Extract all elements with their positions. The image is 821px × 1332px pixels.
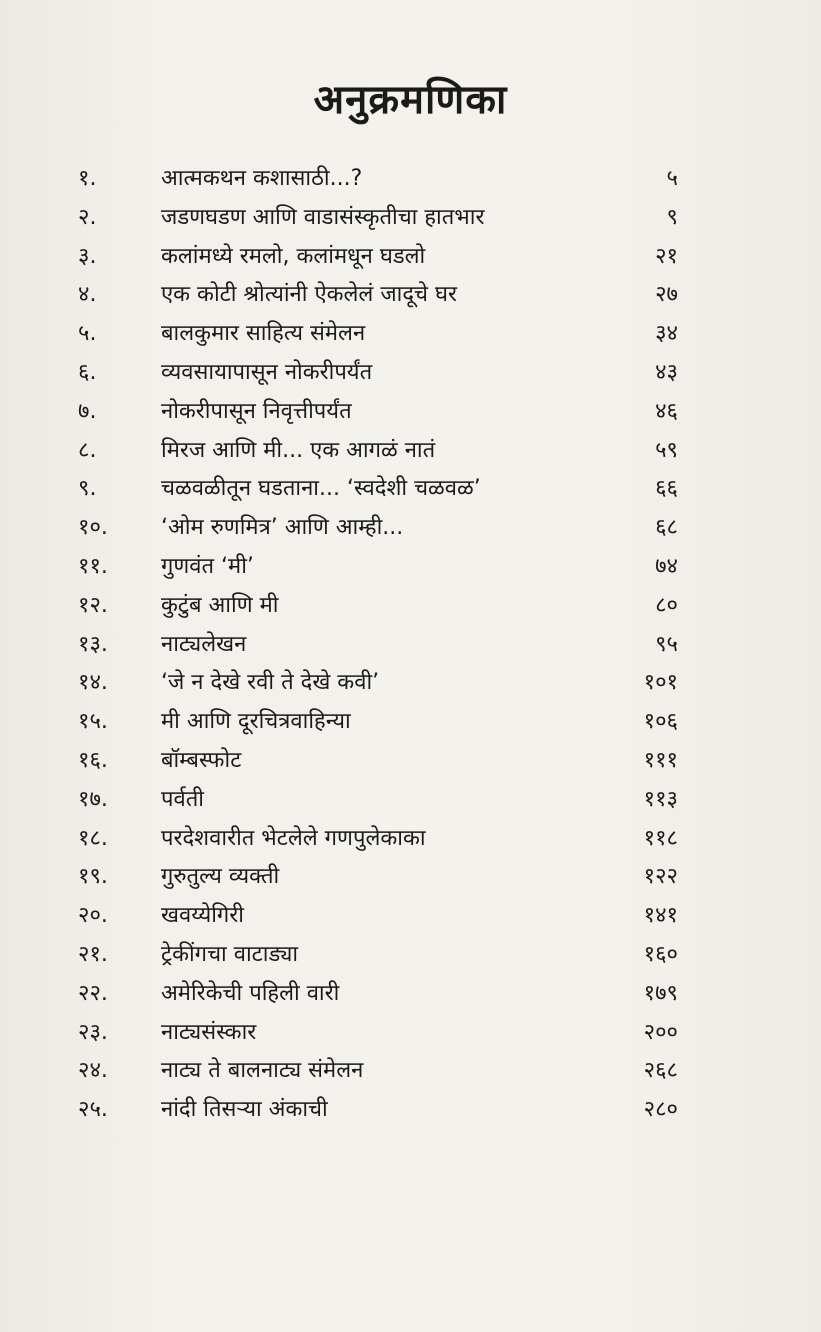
toc-title: नांदी तिसऱ्या अंकाची: [161, 1097, 328, 1123]
toc-number: १८.: [78, 825, 108, 851]
toc-number: ४.: [78, 282, 97, 308]
toc-title: आत्मकथन कशासाठी...?: [161, 166, 363, 191]
toc-row: [78, 276, 678, 315]
toc-number: २४.: [78, 1058, 108, 1084]
toc-title: एक कोटी श्रोत्यांनी ऐकलेलं जादूचे घर: [161, 282, 457, 308]
toc-number: १३.: [78, 631, 108, 657]
toc-page-number: ९५: [655, 631, 678, 657]
toc-page-number: ५९: [655, 437, 678, 463]
toc-number: १२.: [78, 592, 108, 618]
toc-title: व्यवसायापासून नोकरीपर्यंत: [161, 359, 373, 385]
toc-title: ‘ओम रुणमित्र’ आणि आम्ही...: [161, 515, 404, 541]
toc-page-number: २६८: [643, 1058, 678, 1084]
toc-page-number: १४१: [643, 903, 678, 929]
toc-row: [78, 587, 678, 626]
toc-title: ट्रेकींगचा वाटाड्या: [161, 941, 299, 967]
toc-row: [78, 858, 678, 897]
toc-row: [78, 936, 678, 975]
toc-number: २१.: [78, 941, 108, 967]
toc-page-number: १७९: [643, 980, 678, 1006]
toc-row: [78, 897, 678, 936]
toc-number: ८.: [78, 437, 97, 463]
toc-page-number: १०६: [643, 709, 678, 735]
toc-number: ११.: [78, 553, 108, 579]
toc-row: [78, 703, 678, 742]
toc-page-number: २१: [655, 243, 678, 269]
toc-row: [78, 1091, 678, 1130]
toc-number: ५.: [78, 321, 97, 347]
toc-row: [78, 509, 678, 548]
toc-number: ६.: [78, 359, 97, 385]
toc-page-number: ११८: [643, 825, 678, 851]
toc-title: ‘जे न देखे रवी ते देखे कवी’: [161, 670, 380, 696]
toc-page-number: ९: [666, 204, 678, 230]
toc-title: मिरज आणि मी... एक आगळं नातं: [161, 437, 436, 463]
toc-page-number: ७४: [655, 553, 678, 579]
toc-row: [78, 315, 678, 354]
toc-number: १६.: [78, 747, 108, 773]
toc-row: [78, 548, 678, 587]
toc-number: १५.: [78, 709, 108, 735]
toc-row: [78, 354, 678, 393]
toc-number: ७.: [78, 398, 97, 424]
toc-number: २५.: [78, 1097, 108, 1123]
toc-page-number: २००: [643, 1019, 678, 1045]
toc-page-number: ४३: [655, 359, 678, 385]
toc-row: [78, 975, 678, 1014]
toc-page-number: १११: [643, 747, 678, 773]
toc-row: [78, 781, 678, 820]
toc-title: नोकरीपासून निवृत्तीपर्यंत: [161, 398, 352, 424]
toc-number: ३.: [78, 243, 97, 269]
toc-page-number: १०१: [643, 670, 678, 696]
toc-number: २३.: [78, 1019, 108, 1045]
toc-number: १७.: [78, 786, 108, 812]
toc-row: [78, 470, 678, 509]
toc-number: २०.: [78, 903, 108, 929]
toc-title: पर्वती: [161, 786, 204, 812]
toc-page-number: १२२: [643, 864, 678, 890]
toc-title: जडणघडण आणि वाडासंस्कृतीचा हातभार: [161, 204, 485, 230]
toc-title: नाट्यलेखन: [161, 631, 247, 657]
toc-title: बालकुमार साहित्य संमेलन: [161, 321, 366, 347]
toc-row: [78, 626, 678, 665]
toc-number: २२.: [78, 980, 108, 1006]
toc-title: खवय्येगिरी: [161, 903, 244, 929]
toc-number: १०.: [78, 515, 108, 541]
toc-row: [78, 664, 678, 703]
toc-number: २.: [78, 204, 97, 230]
toc-title: नाट्यसंस्कार: [161, 1019, 257, 1045]
toc-row: [78, 238, 678, 277]
toc-row: [78, 1014, 678, 1053]
toc-title: चळवळीतून घडताना... ‘स्वदेशी चळवळ’: [161, 476, 481, 502]
toc-row: [78, 199, 678, 238]
toc-number: १४.: [78, 670, 108, 696]
toc-number: ९.: [78, 476, 97, 502]
toc-row: [78, 820, 678, 859]
toc-number: १.: [78, 166, 97, 191]
toc-title: कुटुंब आणि मी: [161, 592, 279, 618]
toc-title: गुरुतुल्य व्यक्ती: [161, 864, 280, 890]
toc-page-number: ६६: [655, 476, 678, 502]
toc-page-number: २७: [655, 282, 678, 308]
toc-page-number: ६८: [655, 515, 678, 541]
toc-row: [78, 432, 678, 471]
toc-title: गुणवंत ‘मी’: [161, 553, 254, 579]
toc-title: नाट्य ते बालनाट्य संमेलन: [161, 1058, 364, 1084]
toc-page-number: १६०: [643, 941, 678, 967]
table-of-contents: [78, 160, 678, 1130]
toc-row: [78, 742, 678, 781]
toc-page-number: २८०: [643, 1097, 678, 1123]
toc-title: अमेरिकेची पहिली वारी: [161, 980, 340, 1006]
toc-row: [78, 1052, 678, 1091]
toc-row: [78, 160, 678, 199]
toc-title: परदेशवारीत भेटलेले गणपुलेकाका: [161, 825, 426, 851]
toc-page-number: ११३: [643, 786, 678, 812]
toc-title: मी आणि दूरचित्रवाहिन्या: [161, 709, 351, 735]
toc-row: [78, 393, 678, 432]
toc-title: कलांमध्ये रमलो, कलांमधून घडलो: [161, 243, 426, 269]
toc-page-number: ४६: [655, 398, 678, 424]
page-title: अनुक्रमणिका: [313, 77, 508, 123]
toc-title: बॉम्बस्फोट: [161, 747, 242, 773]
toc-number: १९.: [78, 864, 108, 890]
toc-page-number: ३४: [655, 321, 678, 347]
toc-page-number: ५: [666, 166, 678, 191]
toc-page-number: ८०: [655, 592, 678, 618]
